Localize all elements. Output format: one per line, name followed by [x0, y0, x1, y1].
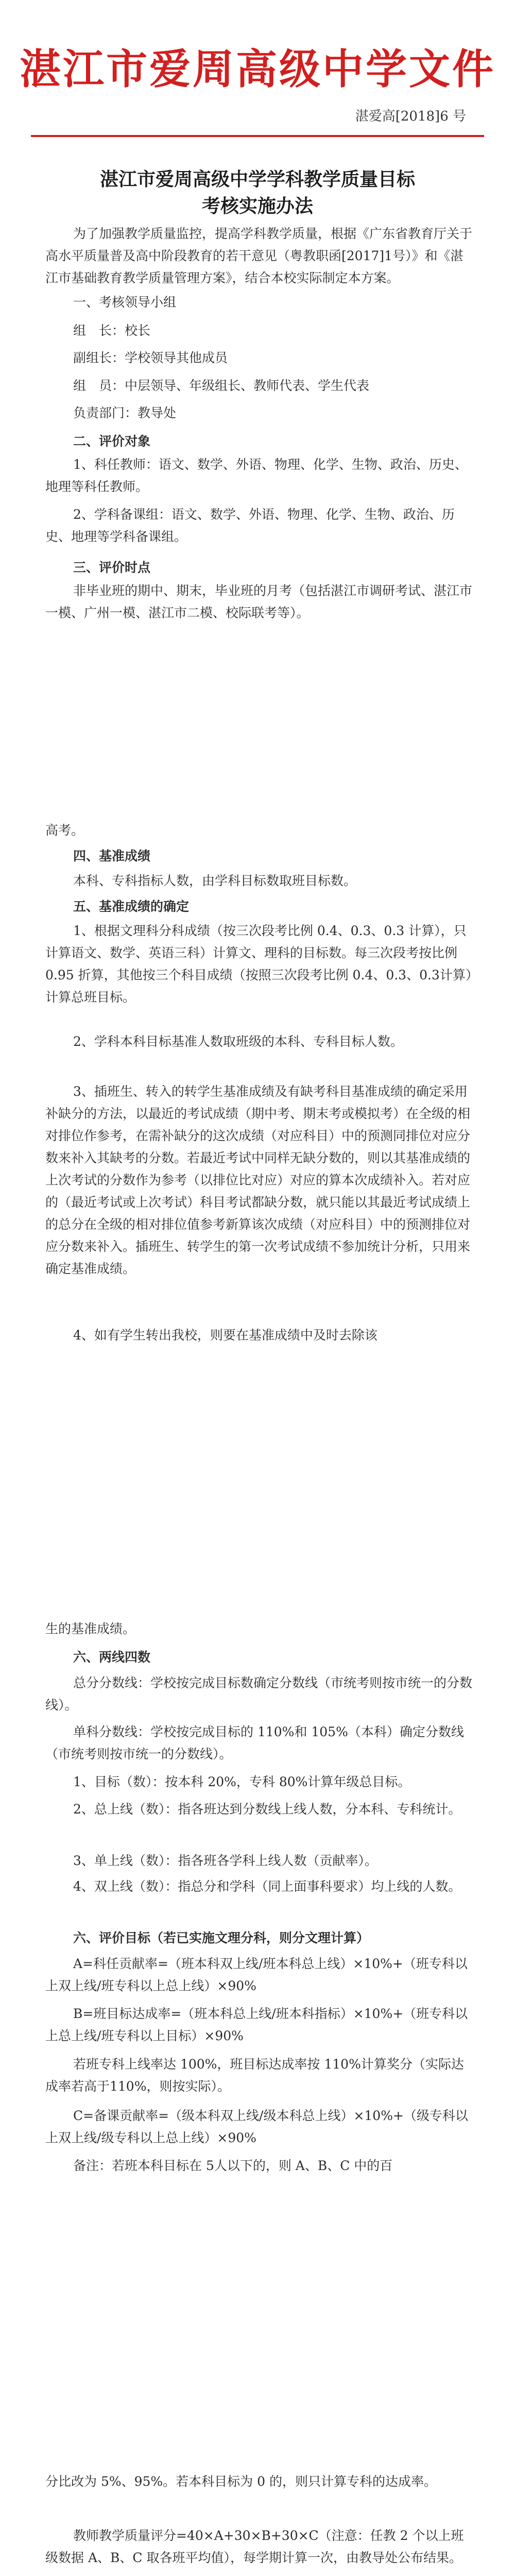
section7-item: B=班目标达成率=（班本科总上线/班本科指标）×10%+（班专科以上总上线/班专科以上目标）×90%: [45, 2006, 468, 2043]
document-title-line2: 考核实施办法: [201, 196, 313, 217]
section4-heading: 四、基准成绩: [73, 849, 151, 863]
intro-paragraph: 为了加强教学质量监控，提高学科教学质量，根据《广东省教育厅关于高水平质量普及高中阶段教育的若干意见（粤教职函[2017]1号）》和《湛江市基础教育教学质量管理方案》，结合本校实际制定本方案。: [45, 226, 473, 285]
section6-item: 2、总上线（数）：指各班达到分数线上线人数，分本科、专科统计。: [73, 1802, 461, 1817]
section5-item: 2、学科本科目标基准人数取班级的本科、专科目标人数。: [73, 1034, 403, 1049]
section1-heading: 一、考核领导小组: [73, 295, 177, 310]
section6-item: 1、目标（数）：按本科 20%，专科 80%计算年级总目标。: [73, 1774, 411, 1789]
section1-line: 组 员：中层领导、年级组长、教师代表、学生代表: [73, 378, 370, 393]
section2-item: 2、学科备课组：语文、数学、外语、物理、化学、生物、政治、历史、地理等学科备课组。: [45, 507, 455, 544]
header-divider: [31, 135, 484, 137]
document-header-title: 湛江市爱周高级中学文件: [20, 45, 495, 93]
section5-text-end: 生的基准成绩。: [45, 1621, 136, 1636]
section5-item: 3、插班生、转入的转学生基准成绩及有缺考科目基准成绩的确定采用补缺分的方法，以最近的考试成绩（期中考、期末考或模拟考）在全级的相对排位作参考，在需补缺分的这次成绩（对应科目）中的预测同排位对应分数来补入其缺考的分数。若最近考试中同样无缺分数的，则以其基准成绩的上次考试的分数作为参考（以排位比对应）对应的算本次成绩补入。若对应的（最近考试或上次考试）科目考试都缺分数，就只能以其最近考试成绩上的总分在全级的相对排位值参考新算该次成绩（对应科目）中的预测排位对应分数来补入。插班生、转学生的第一次考试成绩不参加统计分析，只用来确定基准成绩。: [45, 1084, 471, 1276]
section7-heading: 六、评价目标（若已实施文理分科，则分文理计算）: [73, 1930, 370, 1945]
section6-item: 3、单上线（数）：指各班各学科上线人数（贡献率）。: [73, 1853, 377, 1868]
section5-item: 4、如有学生转出我校，则要在基准成绩中及时去除该: [73, 1328, 377, 1343]
section6-item: 总分分数线：学校按完成目标数确定分数线（市统考则按市统一的分数线）。: [45, 1675, 473, 1713]
section3-heading: 三、评价时点: [73, 560, 151, 575]
section1-line: 副组长：学校领导其他成员: [73, 350, 228, 365]
section1-line: 负责部门：教导处: [73, 405, 177, 420]
section7-item: C=备课贡献率=（级本科双上线/级本科总上线）×10%+（级专科以上双上线/级专科以上总上线）×90%: [45, 2108, 468, 2145]
section7-item: A=科任贡献率=（班本科双上线/班本科总上线）×10%+（班专科以上双上线/班专科以上总上线）×90%: [45, 1956, 468, 1993]
section7-item: 备注：若班本科目标在 5人以下的，则 A、B、C 中的百: [73, 2158, 393, 2173]
section3-text: 非毕业班的期中、期末，毕业班的月考（包括湛江市调研考试、湛江市一模、广州一模、湛江市二模、校际联考等）。: [45, 583, 473, 620]
section5-item: 1、根据文理科分科成绩（按三次段考比例 0.4、0.3、0.3 计算），只计算语文、数学、英语三科）计算文、理科的目标数。每三次段考按比例 0.95 折算，其他按三个科目成绩（按照三次段考比例 0.4、0.3、0.3计算）计算总班目标。: [45, 923, 472, 1005]
section2-item: 1、科任教师：语文、数学、外语、物理、化学、生物、政治、历史、地理等科任教师。: [45, 457, 468, 494]
section7-item: 若班专科上线率达 100%，班目标达成率按 110%计算奖分（实际达成率若高于110%，则按实际）。: [45, 2057, 464, 2094]
section6-heading: 六、两线四数: [73, 1650, 151, 1665]
section1-line: 组 长：校长: [73, 323, 151, 338]
section2-heading: 二、评价对象: [73, 434, 151, 449]
section3-text-end: 高考。: [45, 823, 84, 838]
document-title-line1: 湛江市爱周高级中学学科教学质量目标: [99, 169, 415, 190]
section6-item: 4、双上线（数）：指总分和学科（同上面事科要求）均上线的人数。: [73, 1879, 461, 1894]
quality-score-formula: 教师教学质量评分=40×A+30×B+30×C（注意：任教 2 个以上班级数据 A、B、C 取各班平均值），每学期计算一次，由教导处公布结果。: [45, 2528, 464, 2565]
section7-text-end: 分比改为 5%、95%。若本科目标为 0 的，则只计算专科的达成率。: [45, 2474, 437, 2489]
section6-item: 单科分数线：学校按完成目标的 110%和 105%（本科）确定分数线（市统考则按市统一的分数线）。: [45, 1724, 464, 1761]
section4-text: 本科、专科指标人数，由学科目标数取班目标数。: [73, 873, 357, 888]
document-number: 湛爱高[2018]6 号: [355, 109, 466, 124]
section5-heading: 五、基准成绩的确定: [73, 899, 190, 914]
